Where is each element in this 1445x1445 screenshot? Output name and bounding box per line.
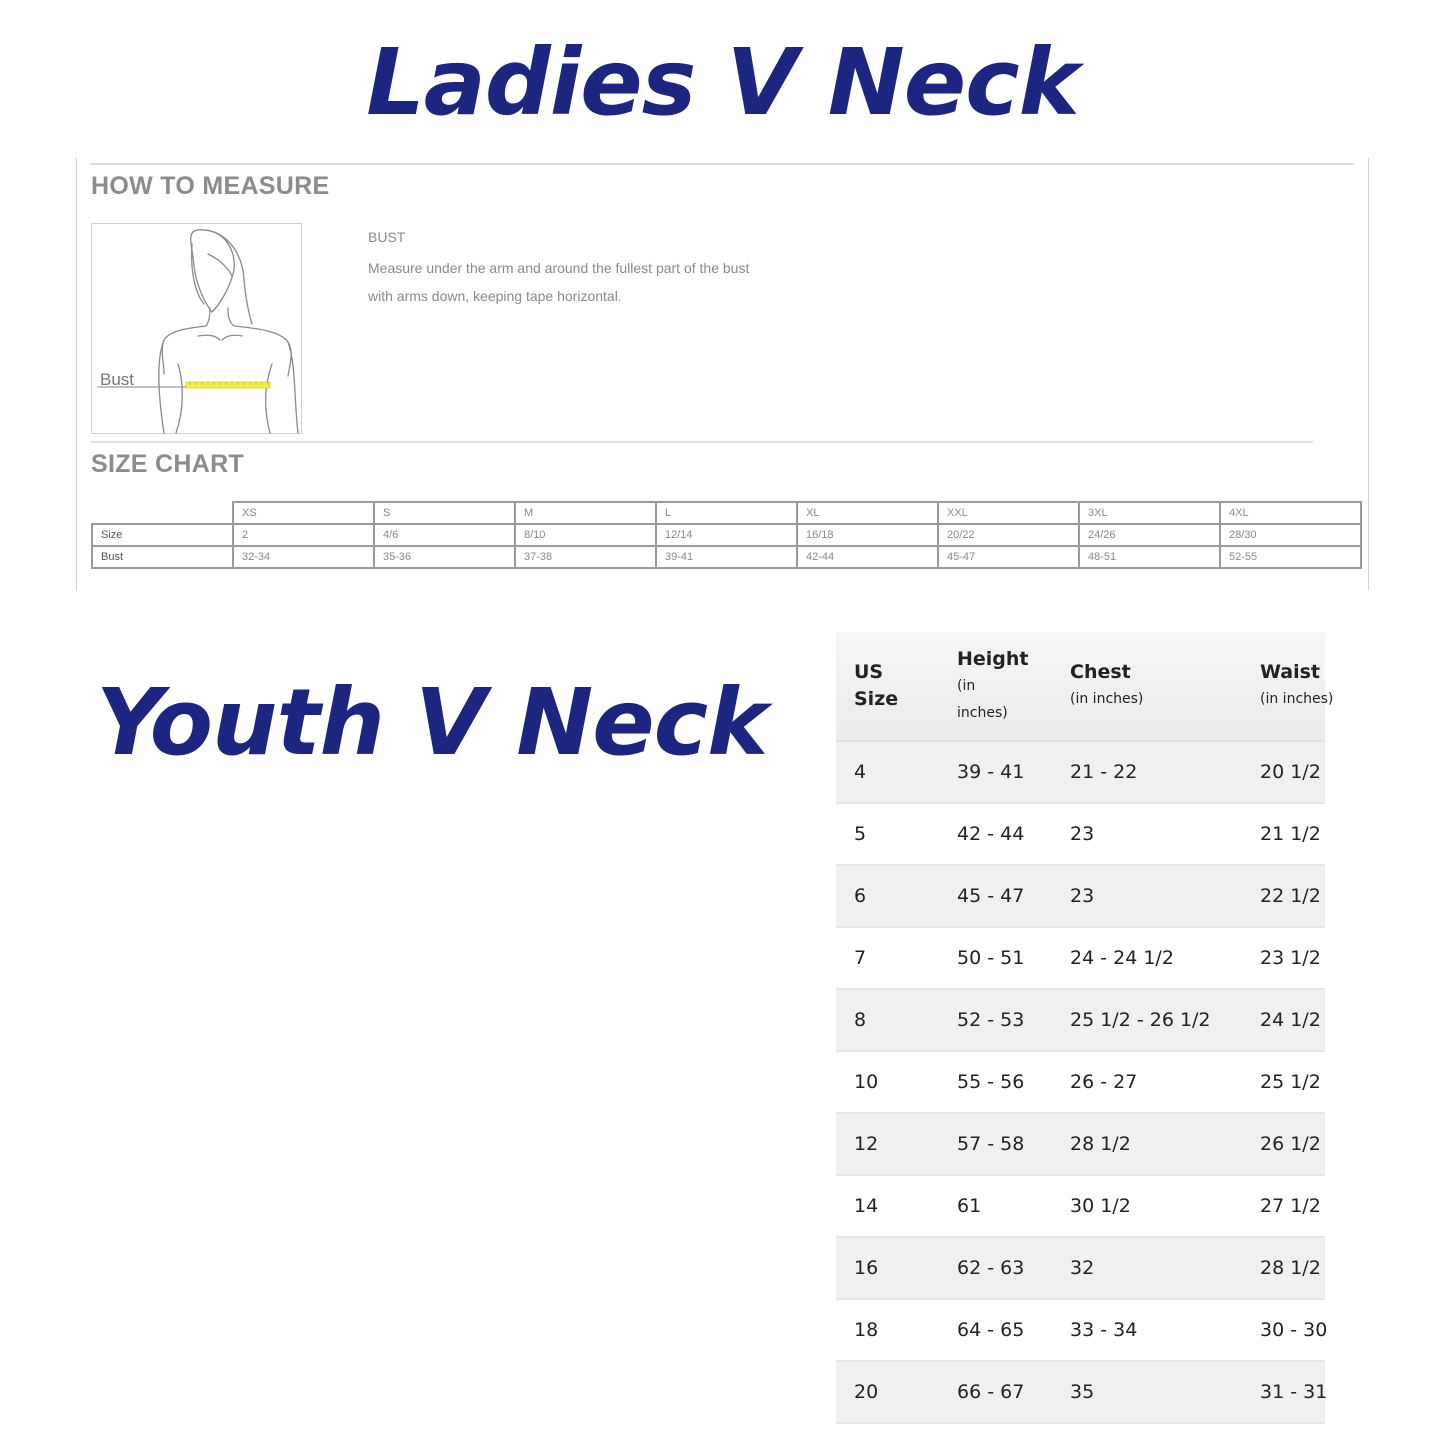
column-header: XXL [938,502,1079,524]
table-row [836,989,1325,1051]
table-cell: 16/18 [797,524,938,546]
table-row [836,803,1325,865]
youth-size-panel [836,632,1334,1424]
cell-height: 57 - 58 [957,1113,1070,1175]
cell-chest: 21 - 22 [1070,741,1260,803]
table-row [836,1051,1325,1113]
cell-us-size: 8 [836,989,957,1051]
youth-table-header-row [836,632,1325,741]
cell-chest: 32 [1070,1237,1260,1299]
cell-us-size: 14 [836,1175,957,1237]
column-header: 3XL [1079,502,1220,524]
table-cell: 52-55 [1220,546,1361,568]
table-row [836,1237,1325,1299]
table-cell: 35-36 [374,546,515,568]
bust-description-title: BUST [368,229,406,245]
cell-waist: 25 1/2 [1260,1051,1325,1113]
table-cell: 48-51 [1079,546,1220,568]
column-header: M [515,502,656,524]
cell-height: 64 - 65 [957,1299,1070,1361]
size-table-row-size [92,524,1361,546]
cell-waist: 30 - 30 [1260,1299,1325,1361]
cell-us-size: 4 [836,741,957,803]
cell-height: 45 - 47 [957,865,1070,927]
how-to-measure-heading: HOW TO MEASURE [91,172,330,200]
table-row [836,1113,1325,1175]
cell-waist: 31 - 31 [1260,1361,1325,1423]
header-height-unit-line1: (in [957,677,976,694]
column-header: XL [797,502,938,524]
panel-divider-top [90,163,1354,165]
column-header: 4XL [1220,502,1361,524]
cell-waist: 24 1/2 [1260,989,1325,1051]
bust-description-text [368,254,888,310]
header-us-size-line2: Size [854,688,899,710]
cell-waist: 28 1/2 [1260,1237,1325,1299]
header-waist-unit: (in inches) [1260,691,1334,707]
cell-waist: 27 1/2 [1260,1175,1325,1237]
cell-chest: 26 - 27 [1070,1051,1260,1113]
table-cell: 20/22 [938,524,1079,546]
cell-chest: 24 - 24 1/2 [1070,927,1260,989]
bust-description-line2: with arms down, keeping tape horizontal. [368,288,622,304]
youth-title: Youth V Neck [96,669,768,776]
table-row [836,1175,1325,1237]
row-header: Size [92,524,233,546]
ladies-title: Ladies V Neck [366,29,1079,136]
column-header: XS [233,502,374,524]
header-chest-unit: (in inches) [1070,691,1144,707]
measure-panel [76,158,1369,590]
cell-height: 39 - 41 [957,741,1070,803]
table-row [836,741,1325,803]
table-cell: 42-44 [797,546,938,568]
table-cell: 32-34 [233,546,374,568]
cell-waist: 26 1/2 [1260,1113,1325,1175]
cell-chest: 23 [1070,803,1260,865]
cell-height: 50 - 51 [957,927,1070,989]
cell-us-size: 20 [836,1361,957,1423]
cell-us-size: 6 [836,865,957,927]
row-header: Bust [92,546,233,568]
table-cell: 24/26 [1079,524,1220,546]
cell-us-size: 5 [836,803,957,865]
cell-us-size: 12 [836,1113,957,1175]
header-height-unit-line2: inches) [957,704,1008,721]
cell-chest: 28 1/2 [1070,1113,1260,1175]
cell-waist: 20 1/2 [1260,741,1325,803]
header-us-size-line1: US [854,661,884,683]
bust-figure-label: Bust [100,370,135,389]
header-height-label: Height [957,647,1029,670]
cell-waist: 23 1/2 [1260,927,1325,989]
cell-height: 52 - 53 [957,989,1070,1051]
panel-divider-middle [91,441,1313,443]
table-corner-cell [92,502,233,524]
cell-height: 42 - 44 [957,803,1070,865]
table-row [836,1299,1325,1361]
cell-chest: 33 - 34 [1070,1299,1260,1361]
bust-description [368,226,888,310]
table-cell: 4/6 [374,524,515,546]
cell-chest: 23 [1070,865,1260,927]
size-table-row-bust [92,546,1361,568]
table-cell: 2 [233,524,374,546]
woman-silhouette-icon [92,224,301,433]
panel-border-right [1368,158,1369,590]
cell-chest: 30 1/2 [1070,1175,1260,1237]
header-waist [1260,632,1334,741]
table-row [836,865,1325,927]
table-row [836,1361,1325,1423]
header-us-size [836,632,957,741]
youth-size-table [836,632,1334,1424]
size-chart-heading: SIZE CHART [91,450,244,478]
cell-chest: 25 1/2 - 26 1/2 [1070,989,1260,1051]
cell-height: 62 - 63 [957,1237,1070,1299]
cell-waist: 21 1/2 [1260,803,1325,865]
cell-us-size: 16 [836,1237,957,1299]
header-height [957,632,1070,741]
header-waist-label: Waist [1260,661,1321,683]
table-cell: 37-38 [515,546,656,568]
table-cell: 8/10 [515,524,656,546]
table-cell: 12/14 [656,524,797,546]
cell-us-size: 10 [836,1051,957,1113]
table-cell: 39-41 [656,546,797,568]
cell-chest: 35 [1070,1361,1260,1423]
size-table-header-row [92,502,1361,524]
bust-description-line1: Measure under the arm and around the fullest part of the bust [368,260,750,276]
cell-height: 61 [957,1175,1070,1237]
header-chest [1070,632,1260,741]
cell-us-size: 18 [836,1299,957,1361]
header-chest-label: Chest [1070,661,1131,683]
table-row [836,927,1325,989]
table-cell: 28/30 [1220,524,1361,546]
ladies-size-table [91,501,1362,569]
cell-waist: 22 1/2 [1260,865,1325,927]
column-header: L [656,502,797,524]
bust-measure-figure [91,223,302,434]
panel-border-left [76,158,77,590]
cell-height: 55 - 56 [957,1051,1070,1113]
column-header: S [374,502,515,524]
cell-height: 66 - 67 [957,1361,1070,1423]
cell-us-size: 7 [836,927,957,989]
youth-table-body [836,741,1328,1423]
table-cell: 45-47 [938,546,1079,568]
